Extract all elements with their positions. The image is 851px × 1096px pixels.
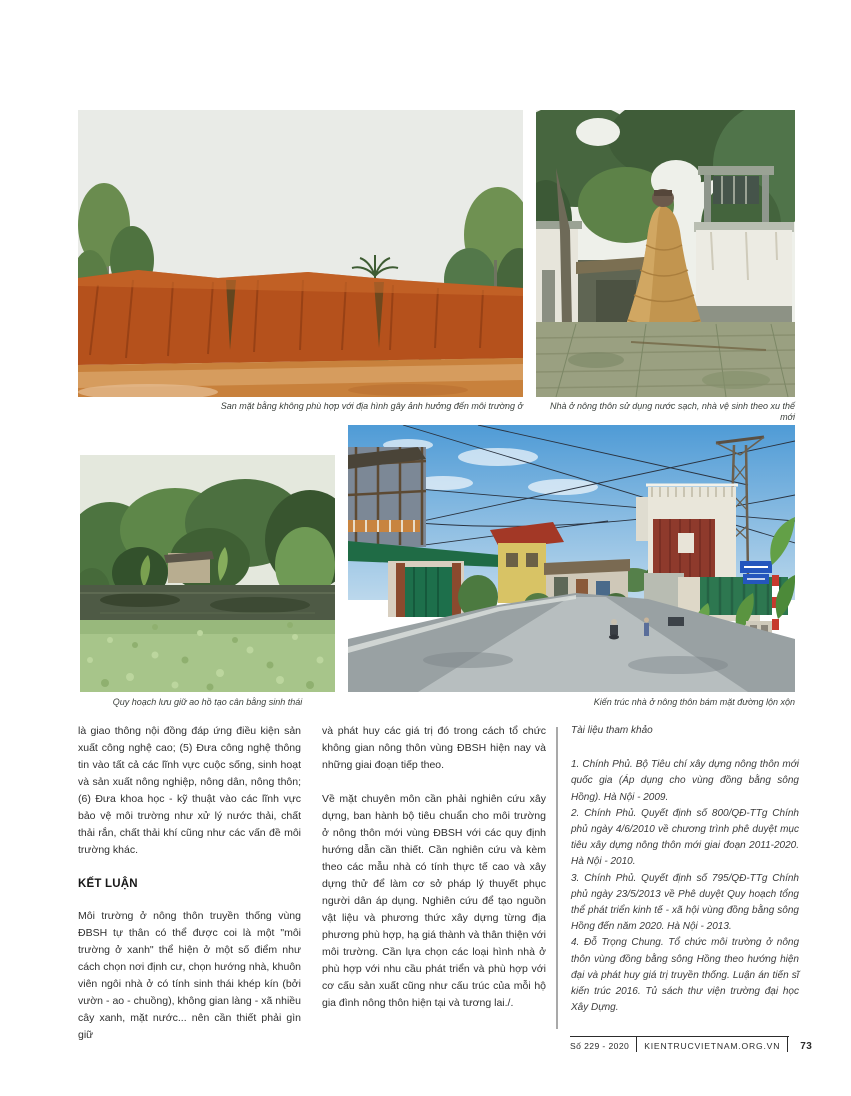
page-number: 73 xyxy=(800,1041,813,1052)
paragraph: Về mặt chuyên môn cần phải nghiên cứu xây dựng, ban hành bộ tiêu chuẩn cho môi trường ở nông thôn mới vùng ĐBSH với các quy định hướng dẫn cần thiết. Cần nghiên cứu và kèm theo các mẫu nhà có tính thực tế cao và xây dựng thử để làm cơ sở pháp lý thuyết phục người dân áp dụng. Nghiên cứu để tạo nguồn vật liệu và phương thức xây dựng từng địa phương phù hợp, hạ giá thành và thân thiện với môi trường. Cần lựa chọn các loại hình nhà ở phù hợp với nhu cầu phát triển và phù hợp với cơ cấu sản xuất cũng như cấu trúc của mỗi hộ gia đình nông thôn hiện tại và tương lai./. xyxy=(322,793,546,1009)
caption-photo-pond: Quy hoạch lưu giữ ao hồ tạo cân bằng sinh thái xyxy=(112,697,303,707)
duckweed-mat xyxy=(80,620,335,692)
photo-rural-houses-scene xyxy=(78,110,523,397)
photo-street-scene xyxy=(348,425,795,692)
conclusion-heading: KẾT LUẬN xyxy=(78,878,138,890)
photo-village-street xyxy=(348,425,795,692)
green-gate xyxy=(405,567,452,617)
references-column xyxy=(571,723,799,1016)
reference-item: 1. Chính Phủ. Bộ Tiêu chí xây dựng nông thôn mới quốc gia (Áp dụng cho vùng đồng bằng sông Hồng). Hà Nội - 2009. xyxy=(571,759,799,803)
photo-rural-houses-red-earth xyxy=(78,110,523,397)
reference-item: 3. Chính Phủ. Quyết định số 795/QĐ-TTg Chính phủ ngày 23/5/2013 về Phê duyệt Quy hoạch tổng thể phát triển kinh tế - xã hội vùng đồng bằng sông Hồng đến năm 2020. Hà Nội - 2013. xyxy=(571,872,799,933)
photo-haystack-courtyard xyxy=(536,110,795,397)
photo-duckweed-pond xyxy=(80,455,335,692)
courtyard-ground xyxy=(536,322,795,397)
page-footer xyxy=(570,1036,813,1052)
red-earth-embankment xyxy=(78,270,523,365)
street-sign-blue xyxy=(740,561,772,584)
reference-item: 4. Đỗ Trọng Chung. Tổ chức môi trường ở nông thôn vùng đồng bằng sông Hồng theo hướng hiện đại và phát huy giá trị truyền thống. Luận án tiến sĩ kiến trúc 2016. Tủ sách thư viện trường đại học Xây Dựng. xyxy=(571,937,799,1014)
caption-photo-top-right: Nhà ở nông thôn sử dụng nước sạch, nhà vệ sinh theo xu thế mới xyxy=(550,401,795,422)
website-url: KIENTRUCVIETNAM.ORG.VN xyxy=(636,1037,788,1052)
paragraph: Môi trường ở nông thôn truyền thống vùng ĐBSH tự thân có thể được coi là một "môi trường ở xanh" thể hiện ở một số điểm như cách chọn nơi định cư, chọn hướng nhà, khuôn viên ngôi nhà ở có tính sinh thái khép kín (bởi vườn - ao - chuồng), không gian làng - xã nhiều cây xanh, mặt nước... nên cần thiết phải gìn giữ xyxy=(78,910,301,1041)
text-column-2 xyxy=(322,723,546,1029)
photo-haystack-scene xyxy=(536,110,795,397)
paragraph: và phát huy các giá trị đó trong cách tổ chức không gian nông thôn vùng ĐBSH hiện nay và những giai đoạn tiếp theo. xyxy=(322,725,546,771)
text-column-1 xyxy=(78,723,301,1061)
photo-pond-scene xyxy=(80,455,335,692)
reference-item: 2. Chính Phủ. Quyết định số 800/QĐ-TTg Chính phủ ngày 4/6/2010 về chương trình phê duyệt mục tiêu xây dựng nông thôn mới giai đoạn 2011-2020. Hà Nội - 2010. xyxy=(571,807,799,868)
caption-photo-top-left: San mặt bằng không phù hợp với địa hình gây ảnh hưởng đến môi trường ở xyxy=(220,401,523,411)
references-title: Tài liệu tham khảo xyxy=(571,725,653,736)
issue-number: Số 229 - 2020 xyxy=(570,1041,630,1051)
distant-car xyxy=(668,617,684,626)
paragraph: là giao thông nội đồng đáp ứng điều kiện sản xuất công nghệ cao; (5) Đưa công nghệ thông tin vào tất cả các lĩnh vực cuộc sống, sinh hoạt và sản xuất nông nghiệp, nông dân, nông thôn; (6) Đưa khoa học - kỹ thuật vào các lĩnh vực bảo vệ môi trường như xử lý nước thải, chất thải rắn, chất thải khí cũng như các vấn đề môi trường khác. xyxy=(78,725,301,856)
column-divider-line xyxy=(556,727,558,1029)
pond-water xyxy=(80,585,335,623)
caption-photo-street: Kiến trúc nhà ở nông thôn bám mặt đường lộn xộn xyxy=(593,697,795,707)
